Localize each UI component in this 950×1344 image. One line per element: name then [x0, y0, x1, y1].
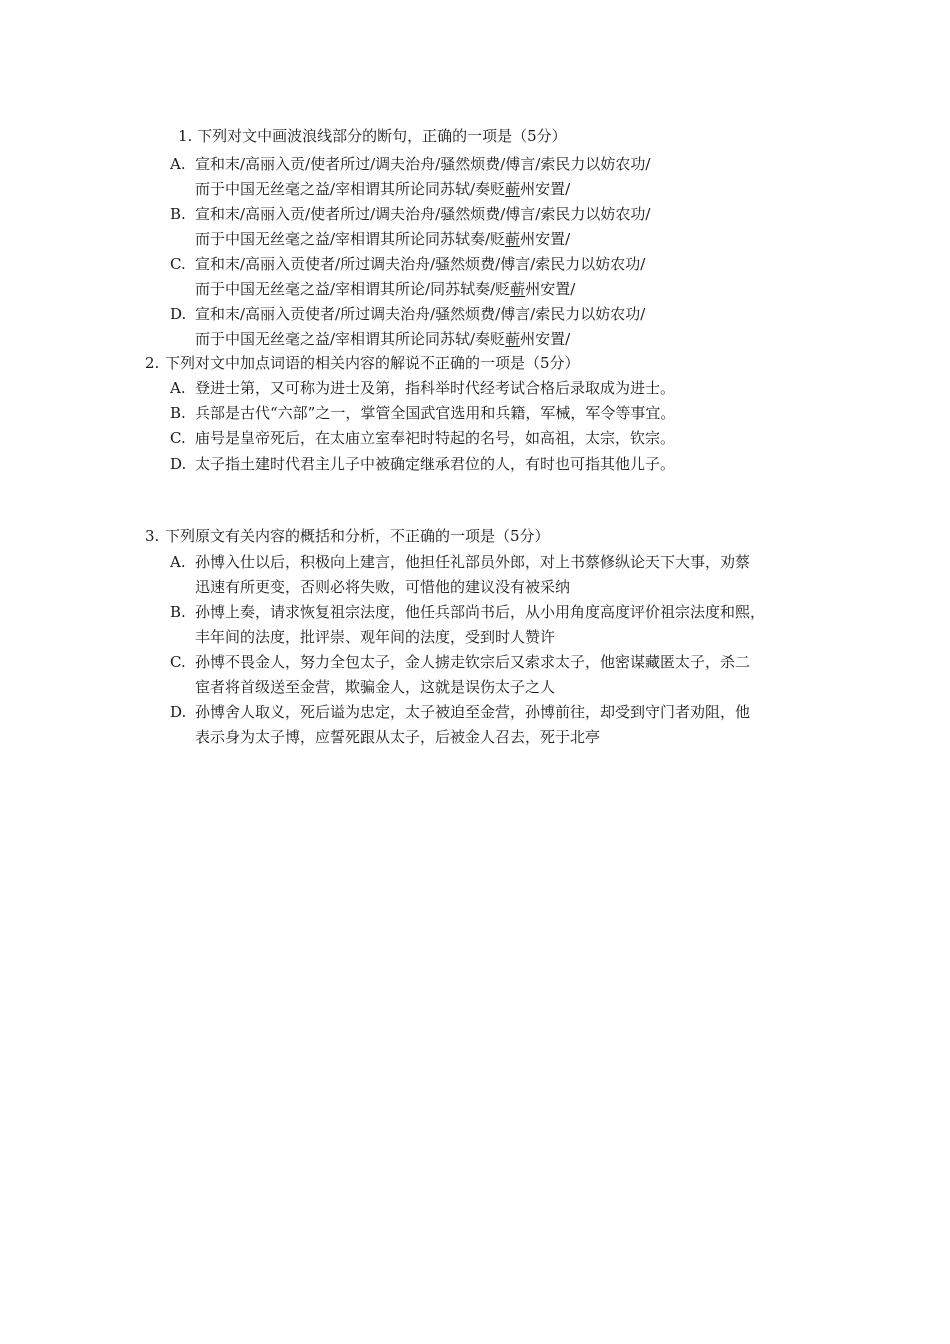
option-label: B. [170, 603, 186, 621]
q1-option-b-cont [195, 229, 570, 249]
option-text: 宣和末/高丽入贡使者/所过调夫治舟/骚然烦费/傅言/索民力以妨农功/ [195, 305, 646, 323]
q1-option-a [170, 154, 650, 174]
q1-option-b [170, 204, 650, 224]
underlined-char: 蕲 [505, 230, 521, 248]
option-label: A. [170, 155, 186, 173]
option-label: C. [170, 653, 186, 671]
underlined-char: 蕲 [505, 180, 521, 198]
question-2-stem [145, 353, 580, 373]
option-text: 州安置/ [520, 180, 571, 198]
underlined-char: 蕲 [505, 330, 521, 348]
option-text: 孙博入仕以后，积极向上建言，他担任礼部员外郎，对上书蔡修纵论天下大事，劝蔡 [195, 553, 751, 571]
option-label: B. [170, 404, 186, 422]
question-text: 下列原文有关内容的概括和分析，不正确的一项是（5分） [165, 527, 550, 545]
option-text: 宣和末/高丽入贡/使者所过/调夫治舟/骚然烦费/傅言/索民力以妨农功/ [195, 205, 651, 223]
q1-option-c [170, 254, 645, 274]
q3-option-a-cont [195, 577, 570, 597]
option-label: A. [170, 379, 186, 397]
question-1-stem [178, 126, 567, 146]
option-label: C. [170, 255, 186, 273]
question-number: 3. [145, 527, 160, 545]
option-label: B. [170, 205, 186, 223]
q1-option-d [170, 304, 645, 324]
question-number: 1. [178, 127, 193, 145]
option-text: 兵部是古代“六部”之一，掌管全国武官选用和兵籍，军械，军令等事宜。 [195, 404, 676, 422]
option-label: D. [170, 455, 187, 473]
question-text: 下列对文中画波浪线部分的断句，正确的一项是（5分） [197, 127, 567, 145]
option-text: 孙博上奏，请求恢复祖宗法度，他任兵部尚书后，从小用角度高度评价祖宗法度和熙， [195, 603, 766, 621]
q3-option-b [170, 602, 765, 622]
option-text: 宦者将首级送至金营，欺骗金人，这就是误伤太子之人 [195, 678, 556, 696]
question-3-stem [145, 526, 550, 546]
q3-option-d [170, 702, 750, 722]
q3-option-c [170, 652, 750, 672]
q1-option-a-cont [195, 179, 570, 199]
q1-option-d-cont [195, 329, 570, 349]
option-label: D. [170, 703, 187, 721]
option-text: 州安置/ [520, 330, 571, 348]
q2-option-a [170, 378, 675, 398]
option-text: 孙博舍人取义，死后谥为忠定，太子被迫至金营，孙博前往，却受到守门者劝阻，他 [195, 703, 751, 721]
option-label: C. [170, 429, 186, 447]
q2-option-d [170, 454, 675, 474]
option-text: 登进士第，又可称为进士及第，指科举时代经考试合格后录取成为进士。 [195, 379, 676, 397]
option-text: 太子指土建时代君主儿子中被确定继承君位的人，有时也可指其他儿子。 [195, 455, 676, 473]
option-text: 迅速有所更变，否则必将失败，可惜他的建议没有被采纳 [195, 578, 571, 596]
option-text: 表示身为太子博，应誓死跟从太子，后被金人召去，死于北亭 [195, 728, 601, 746]
option-text: 宣和末/高丽入贡使者/所过调夫治舟/骚然烦费/傅言/索民力以妨农功/ [195, 255, 646, 273]
option-text: 而于中国无丝毫之益/宰相谓其所论/同苏轼奏/贬 [195, 280, 511, 298]
question-number: 2. [145, 354, 160, 372]
question-text: 下列对文中加点词语的相关内容的解说不正确的一项是（5分） [165, 354, 580, 372]
option-text: 庙号是皇帝死后，在太庙立室奉祀时特起的名号，如高祖，太宗，钦宗。 [195, 429, 676, 447]
underlined-char: 蕲 [510, 280, 526, 298]
option-label: D. [170, 305, 187, 323]
q2-option-b [170, 403, 675, 423]
option-label: A. [170, 553, 186, 571]
option-text: 而于中国无丝毫之益/宰相谓其所论同苏轼奏/贬 [195, 230, 506, 248]
option-text: 州安置/ [525, 280, 576, 298]
option-text: 州安置/ [520, 230, 571, 248]
option-text: 孙博不畏金人，努力全包太子，金人掳走钦宗后又索求太子，他密谋藏匿太子，杀二 [195, 653, 751, 671]
q3-option-b-cont [195, 627, 555, 647]
q3-option-a [170, 552, 750, 572]
q1-option-c-cont [195, 279, 575, 299]
option-text: 宣和末/高丽入贡/使者所过/调夫治舟/骚然烦费/傅言/索民力以妨农功/ [195, 155, 651, 173]
q3-option-c-cont [195, 677, 555, 697]
option-text: 而于中国无丝毫之益/宰相谓其所论同苏轼/奏贬 [195, 330, 506, 348]
option-text: 丰年间的法度，批评崇、观年间的法度，受到时人赞许 [195, 628, 556, 646]
option-text: 而于中国无丝毫之益/宰相谓其所论同苏轼/奏贬 [195, 180, 506, 198]
q3-option-d-cont [195, 727, 600, 747]
q2-option-c [170, 428, 675, 448]
